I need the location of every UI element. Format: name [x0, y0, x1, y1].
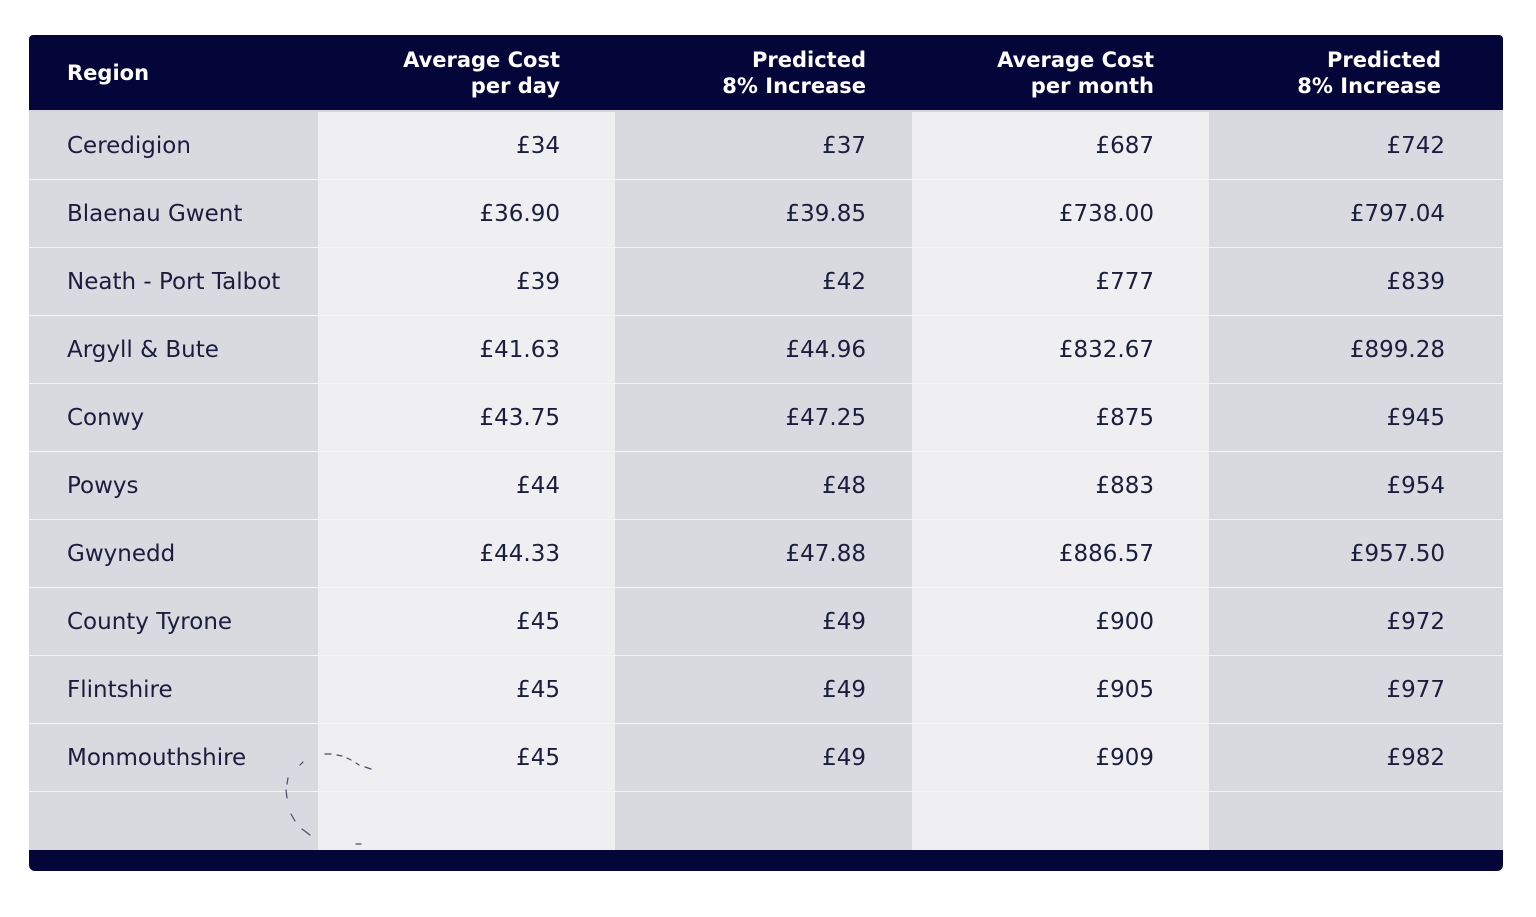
empty-cell: [29, 792, 318, 850]
predicted-increase-month-cell: £742: [1209, 112, 1503, 180]
cost-table-container: [29, 35, 1503, 871]
header-avg-cost-month: Average Cost per month: [912, 35, 1209, 112]
avg-cost-month-cell: £883: [912, 452, 1209, 520]
avg-cost-day-cell: £45: [318, 588, 615, 656]
empty-cell: [1209, 792, 1503, 850]
region-cell: Neath - Port Talbot: [29, 248, 318, 316]
avg-cost-month-cell: £900: [912, 588, 1209, 656]
predicted-increase-month-cell: £797.04: [1209, 180, 1503, 248]
avg-cost-month-cell: £738.00: [912, 180, 1209, 248]
predicted-increase-month-cell: £839: [1209, 248, 1503, 316]
predicted-increase-day-cell: £47.88: [615, 520, 912, 588]
avg-cost-month-cell: £875: [912, 384, 1209, 452]
avg-cost-month-cell: £909: [912, 724, 1209, 792]
avg-cost-day-cell: £34: [318, 112, 615, 180]
predicted-increase-month-cell: £954: [1209, 452, 1503, 520]
region-cell: Gwynedd: [29, 520, 318, 588]
predicted-increase-month-cell: £945: [1209, 384, 1503, 452]
region-cell: Monmouthshire: [29, 724, 318, 792]
avg-cost-month-cell: £832.67: [912, 316, 1209, 384]
avg-cost-day-cell: £45: [318, 724, 615, 792]
region-cell: County Tyrone: [29, 588, 318, 656]
avg-cost-month-cell: £905: [912, 656, 1209, 724]
empty-cell: [912, 792, 1209, 850]
avg-cost-month-cell: £886.57: [912, 520, 1209, 588]
header-predicted-increase-month: Predicted 8% Increase: [1209, 35, 1503, 112]
empty-cell: [318, 792, 615, 850]
header-region: Region: [29, 35, 318, 112]
region-cell: Flintshire: [29, 656, 318, 724]
predicted-increase-day-cell: £48: [615, 452, 912, 520]
cost-table: [29, 35, 1503, 850]
predicted-increase-day-cell: £37: [615, 112, 912, 180]
predicted-increase-day-cell: £47.25: [615, 384, 912, 452]
predicted-increase-day-cell: £49: [615, 588, 912, 656]
predicted-increase-day-cell: £49: [615, 656, 912, 724]
avg-cost-day-cell: £45: [318, 656, 615, 724]
avg-cost-day-cell: £41.63: [318, 316, 615, 384]
header-predicted-increase-day: Predicted 8% Increase: [615, 35, 912, 112]
predicted-increase-day-cell: £49: [615, 724, 912, 792]
predicted-increase-month-cell: £972: [1209, 588, 1503, 656]
predicted-increase-month-cell: £957.50: [1209, 520, 1503, 588]
avg-cost-day-cell: £36.90: [318, 180, 615, 248]
region-cell: Argyll & Bute: [29, 316, 318, 384]
predicted-increase-day-cell: £44.96: [615, 316, 912, 384]
predicted-increase-month-cell: £899.28: [1209, 316, 1503, 384]
predicted-increase-month-cell: £977: [1209, 656, 1503, 724]
avg-cost-day-cell: £39: [318, 248, 615, 316]
predicted-increase-day-cell: £39.85: [615, 180, 912, 248]
avg-cost-month-cell: £687: [912, 112, 1209, 180]
avg-cost-day-cell: £44.33: [318, 520, 615, 588]
region-cell: Powys: [29, 452, 318, 520]
region-cell: Blaenau Gwent: [29, 180, 318, 248]
header-avg-cost-day: Average Cost per day: [318, 35, 615, 112]
avg-cost-day-cell: £44: [318, 452, 615, 520]
predicted-increase-day-cell: £42: [615, 248, 912, 316]
region-cell: Conwy: [29, 384, 318, 452]
avg-cost-month-cell: £777: [912, 248, 1209, 316]
avg-cost-day-cell: £43.75: [318, 384, 615, 452]
table-footer-bar: [29, 850, 1503, 871]
empty-cell: [615, 792, 912, 850]
predicted-increase-month-cell: £982: [1209, 724, 1503, 792]
region-cell: Ceredigion: [29, 112, 318, 180]
